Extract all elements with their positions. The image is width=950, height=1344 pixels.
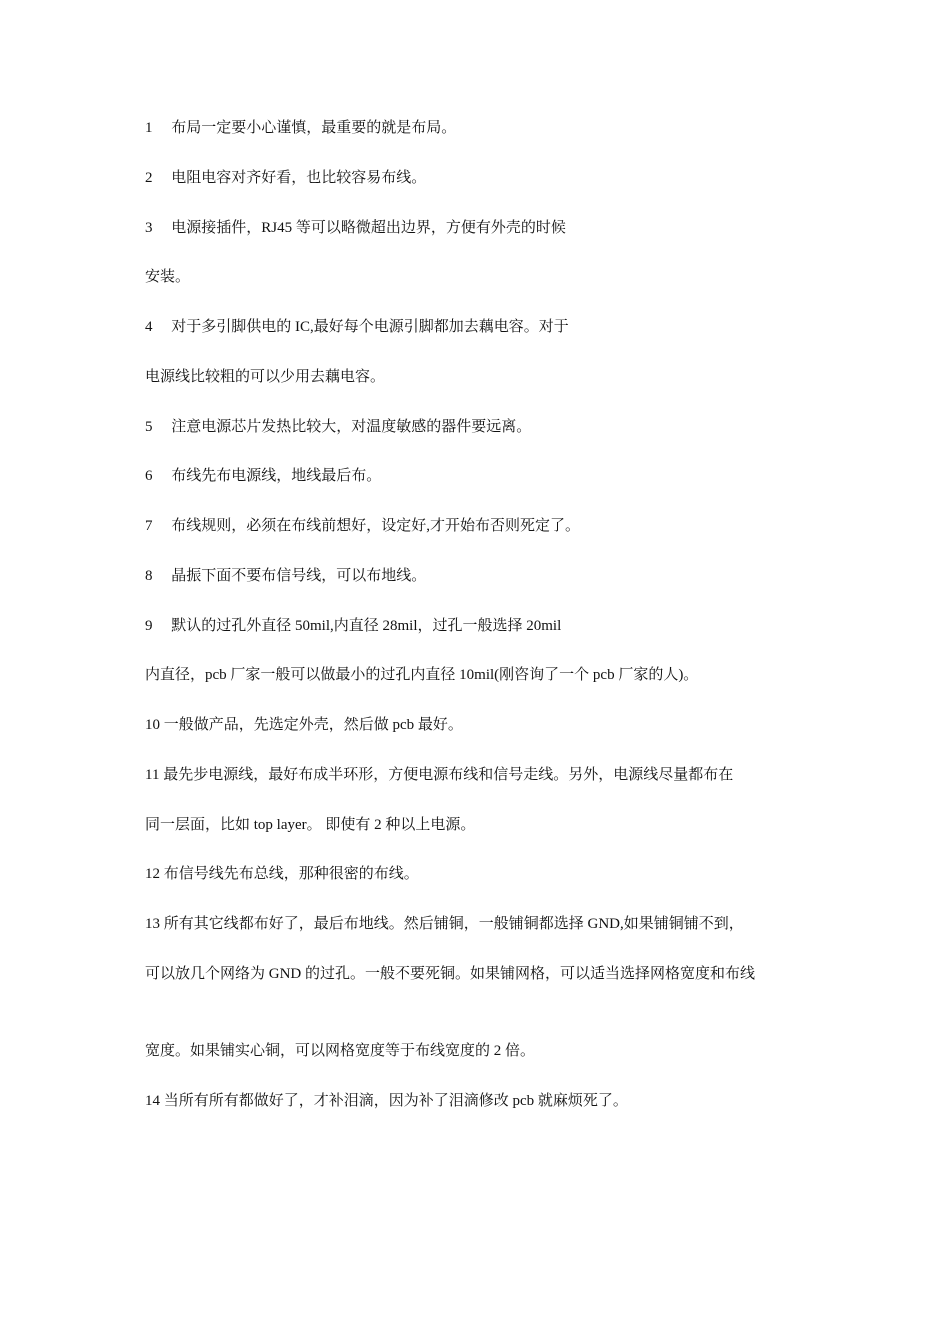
text-line-16: 12 布信号线先布总线，那种很密的布线。 <box>145 866 419 882</box>
text-line-3: 3 电源接插件，RJ45 等可以略微超出边界，方便有外壳的时候 <box>145 220 566 236</box>
text-line-19: 宽度。如果铺实心铜，可以网格宽度等于布线宽度的 2 倍。 <box>145 1043 536 1059</box>
text-line-6: 电源线比较粗的可以少用去藕电容。 <box>145 369 386 385</box>
text-line-1: 1 布局一定要小心谨慎，最重要的就是布局。 <box>145 120 457 136</box>
text-line-12: 内直径，pcb 厂家一般可以做最小的过孔内直径 10mil(刚咨询了一个 pcb 厂家的人)。 <box>145 667 699 683</box>
text-line-5: 4 对于多引脚供电的 IC,最好每个电源引脚都加去藕电容。对于 <box>145 319 569 335</box>
text-line-10: 8 晶振下面不要布信号线，可以布地线。 <box>145 568 427 584</box>
text-line-13: 10 一般做产品，先选定外壳，然后做 pcb 最好。 <box>145 717 463 733</box>
text-line-8: 6 布线先布电源线，地线最后布。 <box>145 468 382 484</box>
text-line-4: 安装。 <box>145 269 191 285</box>
text-line-17: 13 所有其它线都布好了，最后布地线。然后铺铜，一般铺铜都选择 GND,如果铺铜铺不到， <box>145 916 744 932</box>
text-line-15: 同一层面，比如 top layer。 即使有 2 种以上电源。 <box>145 817 476 833</box>
text-line-20: 14 当所有所有都做好了，才补泪滴，因为补了泪滴修改 pcb 就麻烦死了。 <box>145 1093 628 1109</box>
text-line-9: 7 布线规则，必须在布线前想好，设定好,才开始布否则死定了。 <box>145 518 581 534</box>
text-line-2: 2 电阻电容对齐好看，也比较容易布线。 <box>145 170 427 186</box>
text-line-11: 9 默认的过孔外直径 50mil,内直径 28mil，过孔一般选择 20mil <box>145 618 562 634</box>
text-line-14: 11 最先步电源线，最好布成半环形，方便电源布线和信号走线。另外，电源线尽量都布在 <box>145 767 734 783</box>
text-line-18: 可以放几个网络为 GND 的过孔。一般不要死铜。如果铺网格，可以适当选择网格宽度和布线 <box>145 966 756 982</box>
text-line-7: 5 注意电源芯片发热比较大，对温度敏感的器件要远离。 <box>145 419 532 435</box>
